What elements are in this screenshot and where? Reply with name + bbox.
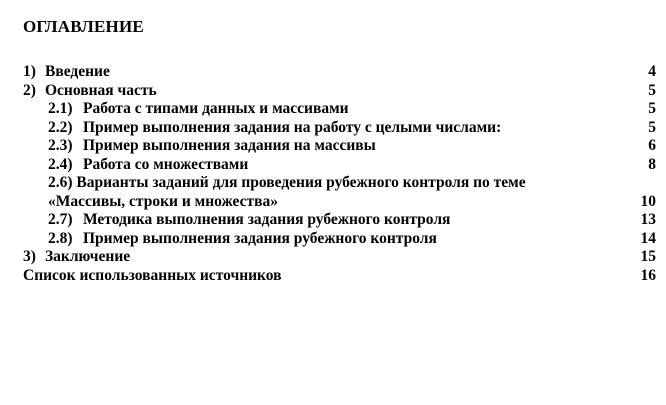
toc-entry-title: Список использованных источников (23, 266, 282, 284)
toc-entry-title: Пример выполнения задания на массивы (83, 137, 376, 154)
toc-entry-number: 2.8) (48, 229, 73, 247)
toc-entry-title: Заключение (45, 248, 131, 265)
toc-entry-number: 2.3) (48, 137, 73, 154)
toc-entry-page: 6 (648, 137, 656, 154)
toc-entry-title: Введение (45, 63, 110, 80)
toc-subentry[interactable] (0, 174, 666, 211)
toc-entry-number: 2.6) (48, 174, 73, 191)
toc-entry-title: Методика выполнения задания рубежного контроля (83, 211, 451, 228)
toc-subentry[interactable] (0, 211, 666, 230)
toc-entry-number: 3) (23, 248, 36, 265)
toc-entry-page: 8 (648, 155, 656, 173)
toc-entry-title: Пример выполнения задания на работу с целыми числами: (83, 118, 502, 136)
toc-entry-title: Работа с типами данных и массивами (83, 100, 349, 117)
toc-entry-page: 5 (648, 81, 656, 99)
toc-entry-number: 2.2) (48, 118, 73, 136)
toc-entry-page: 13 (640, 211, 656, 228)
toc-entry-page: 15 (640, 248, 656, 265)
toc-entry-number: 2.7) (48, 211, 73, 228)
toc-entry-page: 5 (648, 118, 656, 136)
toc-subentry[interactable] (0, 100, 666, 119)
toc-entry-title: Пример выполнения задания рубежного контроля (83, 229, 437, 247)
toc-entry-title: Варианты заданий для проведения рубежного контроля по теме «Массивы, строки и множества» (48, 174, 526, 210)
toc-subentry[interactable] (0, 230, 666, 249)
toc-subentry[interactable] (0, 119, 666, 138)
toc-entry[interactable] (0, 82, 666, 101)
toc-entry-page: 5 (648, 100, 656, 117)
toc-entry-wrapped-title (48, 174, 568, 211)
toc-subentry[interactable] (0, 137, 666, 156)
toc-entry-title: Основная часть (45, 81, 157, 99)
toc-entry[interactable] (0, 248, 666, 267)
toc-subentry[interactable] (0, 156, 666, 175)
toc-entry-number: 2) (23, 81, 36, 99)
toc-entry-number: 2.4) (48, 155, 73, 173)
toc-entry-page: 10 (640, 192, 656, 210)
toc-entry-page: 16 (640, 266, 656, 284)
toc-entry[interactable] (0, 267, 666, 286)
toc-entry-number: 1) (23, 63, 36, 80)
toc-heading: ОГЛАВЛЕНИЕ (23, 17, 144, 36)
toc-entry-page: 14 (640, 229, 656, 247)
toc-entry-title: Работа со множествами (83, 155, 249, 173)
toc-entry[interactable] (0, 63, 666, 82)
toc-entry-page: 4 (648, 63, 656, 80)
toc-list (0, 63, 666, 285)
toc-entry-number: 2.1) (48, 100, 73, 117)
